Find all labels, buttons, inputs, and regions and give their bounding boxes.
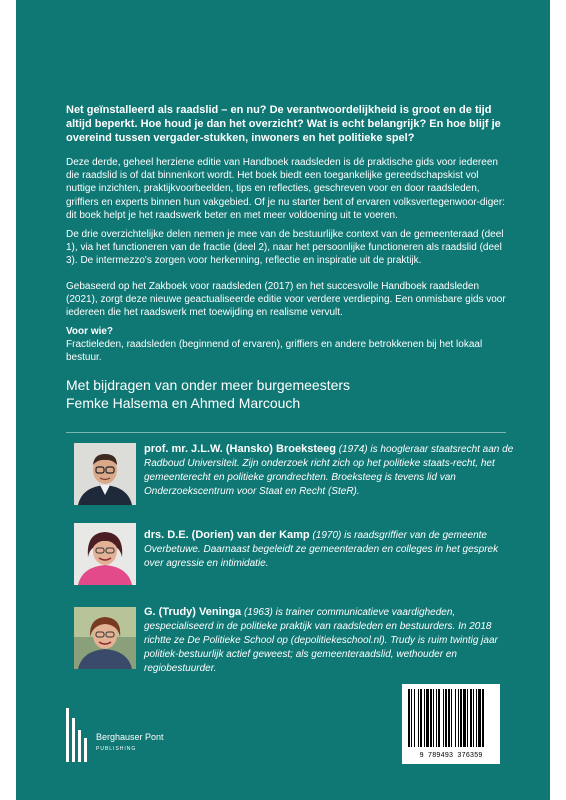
author-photo-broeksteeg bbox=[74, 443, 136, 505]
description-paragraph-2: De drie overzichtelijke delen nemen je mee van de bestuurlijke context van de gemeenteraad (deel 1), via het functioneren van de fractie (deel 2), naar het persoonlijke functioneren als raadslid (deel 3). De intermezzo's zorgen voor herkenning, reflectie en inspiratie uit de praktijk. bbox=[66, 229, 504, 267]
author-bio-veninga bbox=[144, 605, 514, 676]
author-bio: (1963) is trainer communicatieve vaardigheden, gespecialiseerd in de politieke praktijk van raadsleden en bestuurders. In 2018 richtte ze De Politieke School op (depolitiekeschool.nl). Trudy is ruim twintig jaar politiek-bestuurlijk actief geweest; als gemeenteraadslid, wethouder en regiobestuurder. bbox=[144, 607, 498, 674]
publisher-subtitle: PUBLISHING bbox=[96, 746, 137, 752]
author-bio: (1970) is raadsgriffier van de gemeente Overbetuwe. Daarnaast begeleidt ze gemeenteraden en colleges in het gesprek over agressie en intimidatie. bbox=[144, 530, 499, 569]
publisher-logo bbox=[66, 708, 206, 762]
author-photo-veninga bbox=[74, 607, 136, 669]
intro-text: Net geïnstalleerd als raadslid – en nu? De verantwoordelijkheid is groot en de tijd altijd beperkt. Hoe houd je dan het overzicht? Wat is echt belangrijk? En hoe blijf je overeind tussen vergader-stukken, inwoners en het politieke spel? bbox=[66, 104, 501, 144]
author-bio-broeksteeg bbox=[144, 442, 514, 499]
author-name: G. (Trudy) Veninga bbox=[144, 606, 242, 618]
author-bio-van-der-kamp bbox=[144, 528, 514, 571]
audience-section bbox=[66, 325, 506, 365]
back-cover bbox=[16, 0, 550, 800]
audience-heading: Voor wie? bbox=[66, 326, 114, 337]
barcode-icon bbox=[402, 684, 500, 750]
isbn-number: 9 789493 376359 bbox=[419, 752, 483, 760]
author-name: prof. mr. J.L.W. (Hansko) Broeksteeg bbox=[144, 443, 336, 455]
author-name: drs. D.E. (Dorien) van der Kamp bbox=[144, 529, 310, 541]
contributors-text: Met bijdragen van onder meer burgemeesters Femke Halsema en Ahmed Marcouch bbox=[66, 377, 351, 411]
publisher-logo-icon bbox=[66, 708, 92, 762]
isbn-barcode bbox=[402, 684, 500, 764]
author-bio: (1974) is hoogleraar staatsrecht aan de Radboud Universiteit. Zijn onderzoek richt zich op het politieke staats-recht, het gemeenterecht en politieke grondrechten. Broeksteeg is tevens lid van Onderzoekscentrum voor Staat en Recht (SteR). bbox=[144, 444, 514, 497]
publisher-name: Berghauser Pont bbox=[96, 732, 164, 742]
divider bbox=[66, 432, 506, 433]
audience-text: Fractieleden, raadsleden (beginnend of ervaren), griffiers en andere betrokkenen bij het lokaal bestuur. bbox=[66, 339, 483, 364]
author-photo-van-der-kamp bbox=[74, 523, 136, 585]
description-paragraph-3: Gebaseerd op het Zakboek voor raadsleden (2017) en het succesvolle Handboek raadsleden (2021), zorgt deze nieuwe geactualiseerde editie voor verdere verdieping. Een onmisbare gids voor iedereen die het raadswerk met toewijding en realisme vervult. bbox=[66, 281, 506, 319]
description-paragraph-1: Deze derde, geheel herziene editie van Handboek raadsleden is dé praktische gids voor iedereen die raadslid is of dat binnenkort wordt. Het boek biedt een toegankelijke gereedschapskist vol nuttige inzichten, praktijkvoorbeelden, tips en reflecties, geschreven voor en door raadsleden, griffiers en experts binnen hun vakgebied. Of je nu starter bent of ervaren volksvertegenwoor-diger: dit boek helpt je het raadswerk beter en met meer voldoening uit te voeren. bbox=[66, 157, 505, 221]
